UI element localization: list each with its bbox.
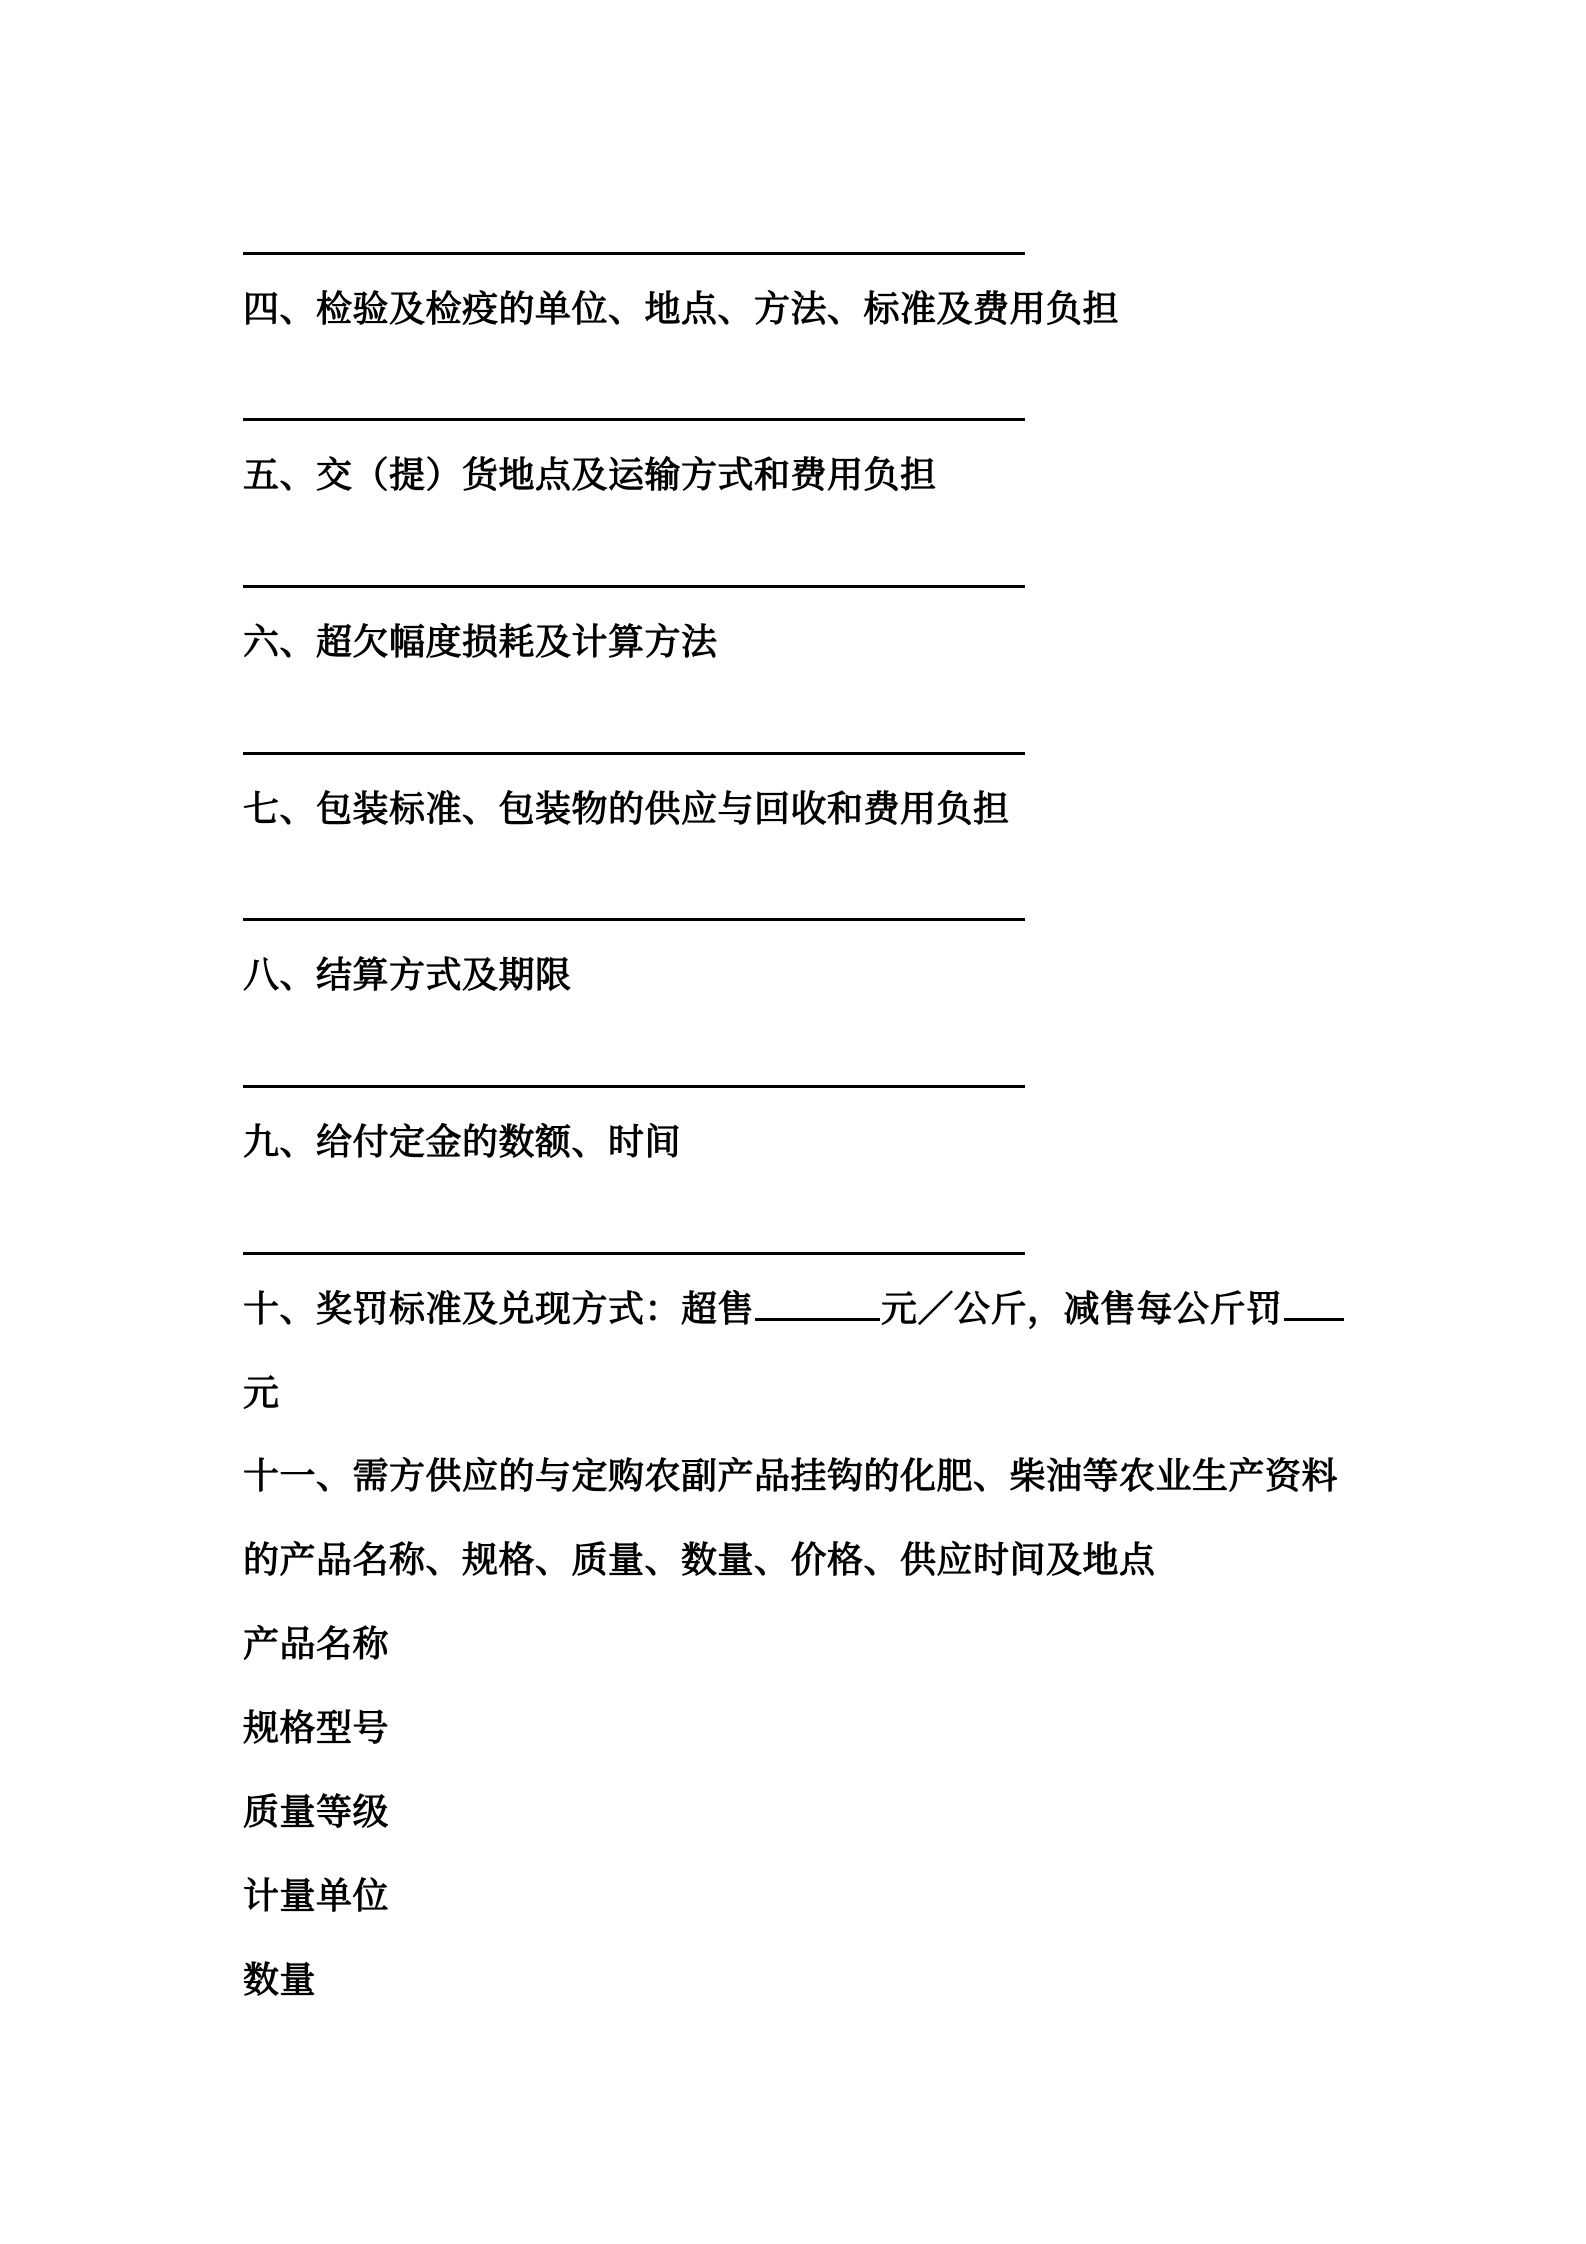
section-10-text-2: 元／公斤，减售每公斤罚: [881, 1289, 1283, 1330]
blank-line-section-9: [243, 1252, 1025, 1255]
section-11-heading-line-1: 十一、需方供应的与定购农副产品挂钩的化肥、柴油等农业生产资料: [243, 1456, 1339, 1497]
section-7-heading: 七、包装标准、包装物的供应与回收和费用负担: [243, 789, 1010, 830]
bonus-amount-blank[interactable]: [755, 1288, 880, 1321]
section-5-heading: 五、交（提）货地点及运输方式和费用负担: [243, 455, 937, 496]
blank-line-section-4: [243, 418, 1025, 421]
field-specification: 规格型号: [243, 1708, 390, 1749]
blank-line-before-section-4: [243, 252, 1025, 255]
section-11-heading-line-2: 的产品名称、规格、质量、数量、价格、供应时间及地点: [243, 1540, 1156, 1581]
section-8-heading: 八、结算方式及期限: [243, 955, 572, 996]
penalty-amount-blank[interactable]: [1284, 1288, 1344, 1321]
blank-line-section-7: [243, 918, 1025, 921]
section-10-text-1: 十、奖罚标准及兑现方式：超售: [243, 1289, 755, 1330]
field-quantity: 数量: [243, 1960, 317, 2001]
section-10-continuation: 元: [243, 1373, 280, 1414]
section-10-heading: [243, 1288, 1345, 1332]
field-quality-grade: 质量等级: [243, 1792, 390, 1833]
section-9-heading: 九、给付定金的数额、时间: [243, 1122, 682, 1163]
section-4-heading: 四、检验及检疫的单位、地点、方法、标准及费用负担: [243, 289, 1120, 330]
field-unit-of-measure: 计量单位: [243, 1876, 390, 1917]
blank-line-section-8: [243, 1085, 1025, 1088]
section-6-heading: 六、超欠幅度损耗及计算方法: [243, 622, 718, 663]
blank-line-section-6: [243, 752, 1025, 755]
blank-line-section-5: [243, 585, 1025, 588]
field-product-name: 产品名称: [243, 1624, 390, 1665]
